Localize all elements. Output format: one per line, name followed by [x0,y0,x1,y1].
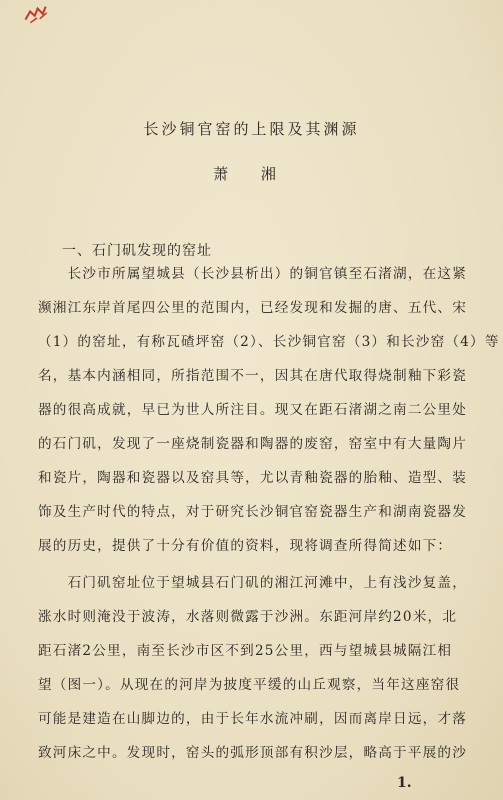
author-name: 萧 湘 [213,165,290,183]
paragraph-1-line: 展的历史，提供了十分有价值的资料，现将调查所得简述如下： [38,538,453,554]
paragraph-1-line: 和瓷片，陶器和瓷器以及窑具等，尤以青釉瓷器的胎釉、造型、装 [38,470,468,486]
paragraph-2-line: 涨水时则淹没于波涛，水落则微露于沙洲。东距河岸约20米，北 [38,609,458,625]
paragraph-1-line: 器的很高成就，早已为世人所注目。现又在距石渚湖之南二公里处 [38,402,468,418]
paragraph-1-line: 名，基本内涵相同，所指范围不一，因其在唐代取得烧制釉下彩瓷 [38,368,468,384]
paragraph-1-line: 饰及生产时代的特点，对于研究长沙铜官窑瓷器生产和湖南瓷器发 [38,504,468,520]
page-number: 1. [397,775,412,791]
document-title: 长沙铜官窑的上限及其渊源 [143,120,360,138]
paragraph-2-line: 石门矶窑址位于望城县石门矶的湘江河滩中，上有浅沙复盖， [38,575,468,591]
paragraph-2-line: 距石渚2公里，南至长沙市区不到25公里，西与望城县城隔江相 [38,643,453,659]
paragraph-2-line: 致河床之中。发现时，窑头的弧形顶部有积沙层，略高于平展的沙 [38,745,468,761]
paragraph-1-line: 濒湘江东岸首尾四公里的范围内，已经发现和发掘的唐、五代、宋 [38,300,468,316]
paragraph-1-line: 长沙市所属望城县（长沙县析出）的铜官镇至石渚湖，在这紧 [38,266,468,282]
paragraph-1-line: 的石门矶，发现了一座烧制瓷器和陶器的废窑，窑室中有大量陶片 [38,436,468,452]
red-stamp-mark [20,0,52,27]
paragraph-1-line: （1）的窑址，有称瓦碴坪窑（2）、长沙铜官窑（3）和长沙窑（4）等 [38,334,500,350]
paragraph-2-line: 可能是建造在山脚边的，由于长年水流冲刷，因而离岸日远，才落 [38,711,468,727]
section-heading: 一、石门矶发现的窑址 [62,243,212,259]
paragraph-2-line: 望（图一）。从现在的河岸为披度平缓的山丘观察，当年这座窑很 [38,677,461,693]
